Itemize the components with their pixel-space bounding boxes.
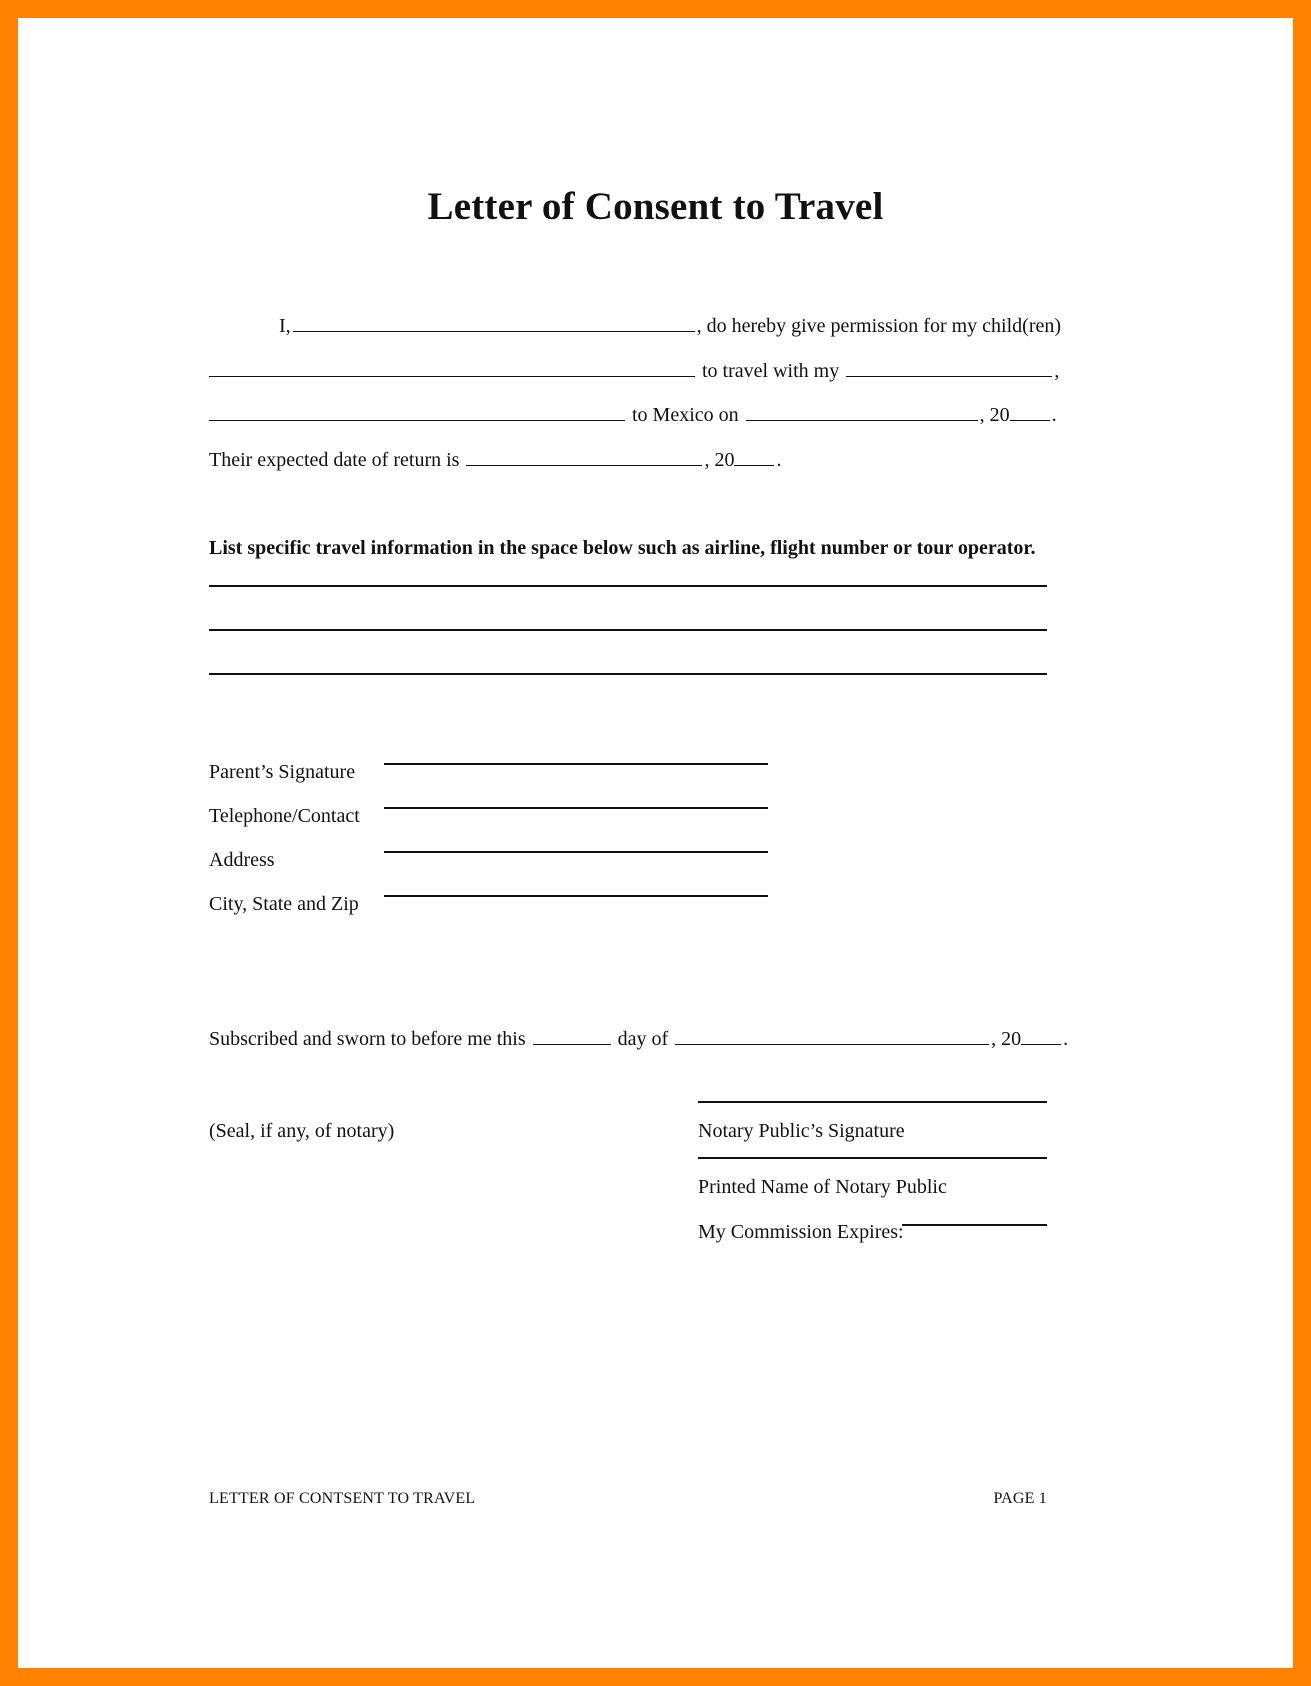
city-state-zip-label: City, State and Zip (209, 893, 359, 915)
departure-date-blank[interactable] (746, 402, 978, 421)
return-date-text: Their expected date of return is (209, 449, 460, 471)
notary-year-blank[interactable] (1021, 1026, 1061, 1045)
commission-expires-label: My Commission Expires: (698, 1221, 904, 1243)
travel-with-text: to travel with my (702, 360, 840, 382)
companion-relation-blank[interactable] (846, 358, 1052, 377)
return-year-prefix: , 20 (704, 449, 735, 471)
notary-signature-line[interactable] (698, 1101, 1047, 1103)
day-of-text: day of (617, 1028, 669, 1050)
parent-signature-label: Parent’s Signature (209, 761, 356, 783)
consent-line-1 (279, 313, 1061, 338)
return-year-blank[interactable] (734, 447, 774, 466)
travel-info-line-1[interactable] (209, 585, 1047, 587)
consent-line-2 (209, 358, 1059, 383)
notary-day-blank[interactable] (533, 1026, 611, 1045)
subscribed-sworn-line (209, 1026, 1068, 1051)
line-3-period: . (1051, 404, 1057, 426)
line-4-period: . (776, 449, 782, 471)
subscribed-text: Subscribed and sworn to before me this (209, 1028, 526, 1050)
commission-expires-line[interactable] (902, 1224, 1047, 1226)
consent-line-4 (209, 447, 781, 472)
parent-name-blank[interactable] (293, 313, 695, 332)
notary-signature-label: Notary Public’s Signature (698, 1120, 905, 1142)
departure-year-blank[interactable] (1010, 402, 1050, 421)
parent-signature-line[interactable] (384, 763, 768, 765)
companion-name-blank[interactable] (209, 402, 625, 421)
line-2-comma: , (1054, 360, 1060, 382)
i-prefix: I, (279, 315, 291, 337)
document-page (18, 18, 1293, 1668)
document-title: Letter of Consent to Travel (427, 185, 884, 228)
printed-name-line[interactable] (698, 1157, 1047, 1159)
travel-info-heading: List specific travel information in the space below such as airline, flight number or tour operator. (209, 537, 1036, 559)
to-mexico-on-text: to Mexico on (632, 404, 739, 426)
notary-period: . (1063, 1028, 1069, 1050)
departure-year-prefix: , 20 (979, 404, 1010, 426)
notary-year-prefix: , 20 (991, 1028, 1022, 1050)
footer-page-number: PAGE 1 (993, 1490, 1047, 1507)
telephone-contact-line[interactable] (384, 807, 768, 809)
give-permission-text: , do hereby give permission for my child(ren) (696, 315, 1062, 337)
consent-line-3 (209, 402, 1057, 427)
notary-month-blank[interactable] (675, 1026, 989, 1045)
return-date-blank[interactable] (466, 447, 702, 466)
address-line[interactable] (384, 851, 768, 853)
printed-name-label: Printed Name of Notary Public (698, 1176, 947, 1198)
travel-info-line-3[interactable] (209, 673, 1047, 675)
child-names-blank[interactable] (209, 358, 695, 377)
address-label: Address (209, 849, 275, 871)
travel-info-line-2[interactable] (209, 629, 1047, 631)
telephone-contact-label: Telephone/Contact (209, 805, 360, 827)
city-state-zip-line[interactable] (384, 895, 768, 897)
footer-title: LETTER OF CONTSENT TO TRAVEL (209, 1490, 476, 1507)
seal-note: (Seal, if any, of notary) (209, 1120, 395, 1142)
